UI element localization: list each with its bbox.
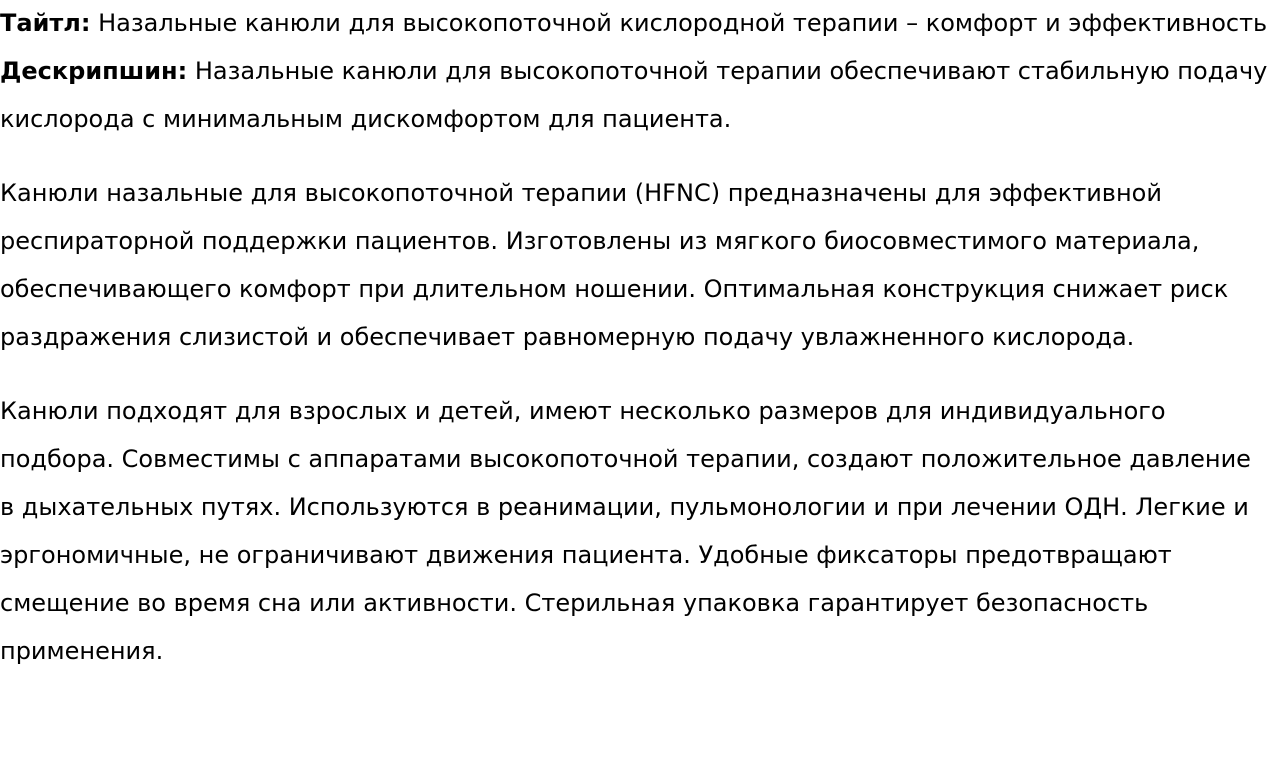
body-paragraph-1: Канюли назальные для высокопоточной терапии (HFNC) предназначены для эффективной респираторной поддержки пациентов. Изготовлены из мягкого биосовместимого материала, обеспечивающего комфорт при длительном ношении. Оптимальная конструкция снижает риск раздражения слизистой и обеспечивает равномерную подачу увлажненного кислорода. [0,179,1229,351]
title-text: Назальные канюли для высокопоточной кислородной терапии – комфорт и эффективность [98,9,1268,37]
description-label: Дескрипшин: [0,57,188,85]
body-paragraph-2: Канюли подходят для взрослых и детей, имеют несколько размеров для индивидуального подбора. Совместимы с аппаратами высокопоточной терапии, создают положительное давление в дыхательных путях. Используются в реанимации, пульмонологии и при лечении ОДН. Легкие и эргономичные, не ограничивают движения пациента. Удобные фиксаторы предотвращают смещение во время сна или активности. Стерильная упаковка гарантирует безопасность применения. [0,397,1251,665]
description-text: Назальные канюли для высокопоточной терапии обеспечивают стабильную подачу кислорода с минимальным дискомфортом для пациента. [0,57,1268,133]
title-label: Тайтл: [0,9,91,37]
meta-paragraph [0,0,1270,143]
